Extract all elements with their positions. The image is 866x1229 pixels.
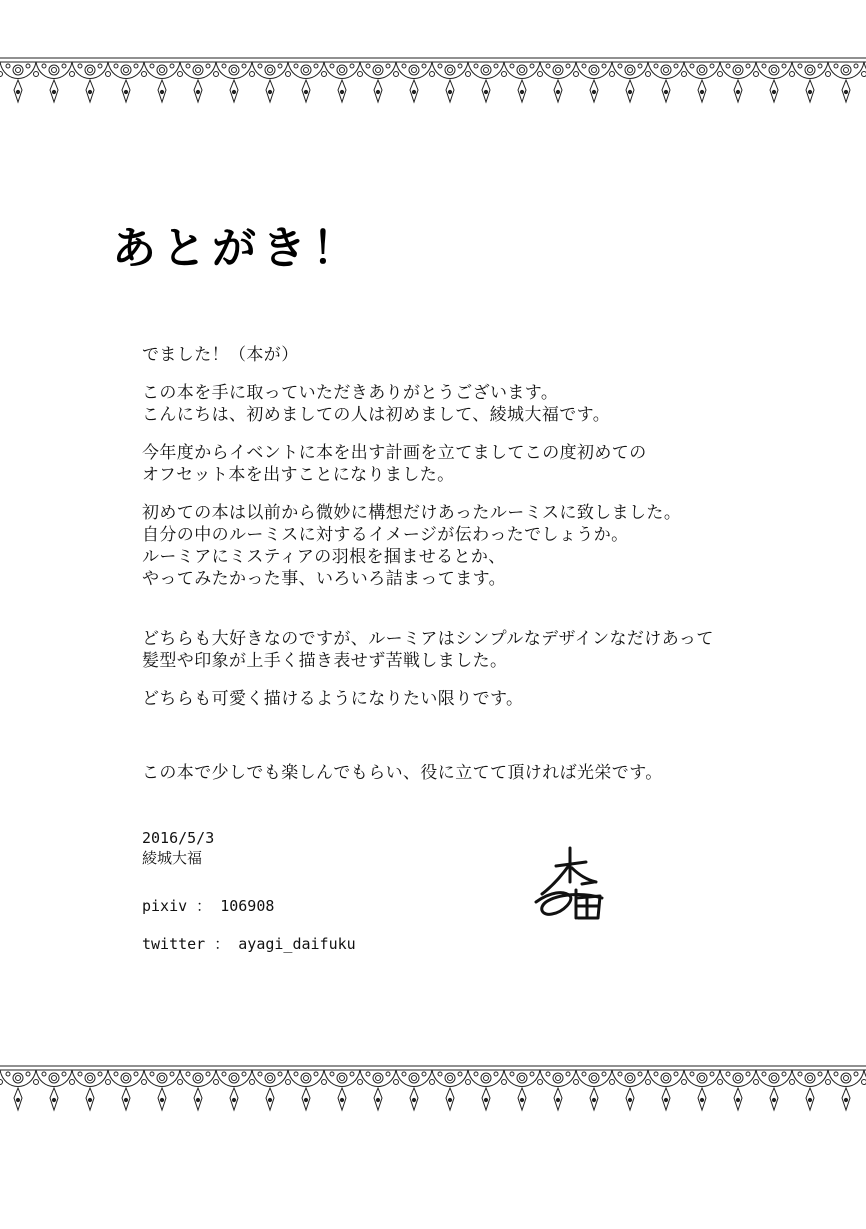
credits xyxy=(142,828,542,954)
body-line: オフセット本を出すことになりました。 xyxy=(142,465,455,485)
lace-border-top xyxy=(0,54,866,110)
body-line: どちらも可愛く描けるようになりたい限りです。 xyxy=(142,689,524,709)
body-line: どちらも大好きなのですが、ルーミアはシンプルなデザインなだけあって xyxy=(142,629,714,649)
date: 2016/5/3 xyxy=(142,829,215,847)
body-line: やってみたかった事、いろいろ詰まってます。 xyxy=(142,569,507,589)
pixiv-id: pixiv ： 106908 xyxy=(142,897,275,915)
twitter-handle: twitter ： ayagi_daifuku xyxy=(142,935,356,953)
lace-border-bottom xyxy=(0,1062,866,1118)
body-line: この本を手に取っていただきありがとうございます。 xyxy=(142,383,559,403)
afterword-body xyxy=(142,344,802,784)
body-line: ルーミアにミスティアの羽根を掴ませるとか、 xyxy=(142,547,506,567)
body-line: 髪型や印象が上手く描き表せず苦戦しました。 xyxy=(142,651,508,671)
body-line: 初めての本は以前から微妙に構想だけあったルーミスに致しました。 xyxy=(142,503,682,523)
body-line: でました！（本が） xyxy=(142,345,299,365)
body-line: 今年度からイベントに本を出す計画を立てましてこの度初めての xyxy=(142,443,647,463)
handwritten-signature xyxy=(530,842,610,922)
body-line: 自分の中のルーミスに対するイメージが伝わったでしょうか。 xyxy=(142,525,629,545)
body-line: こんにちは、初めましての人は初めまして、綾城大福です。 xyxy=(142,405,611,425)
author-name: 綾城大福 xyxy=(142,849,203,867)
body-line: この本で少しでも楽しんでもらい、役に立てて頂ければ光栄です。 xyxy=(142,763,663,783)
page-title: あとがき！ xyxy=(112,223,362,274)
